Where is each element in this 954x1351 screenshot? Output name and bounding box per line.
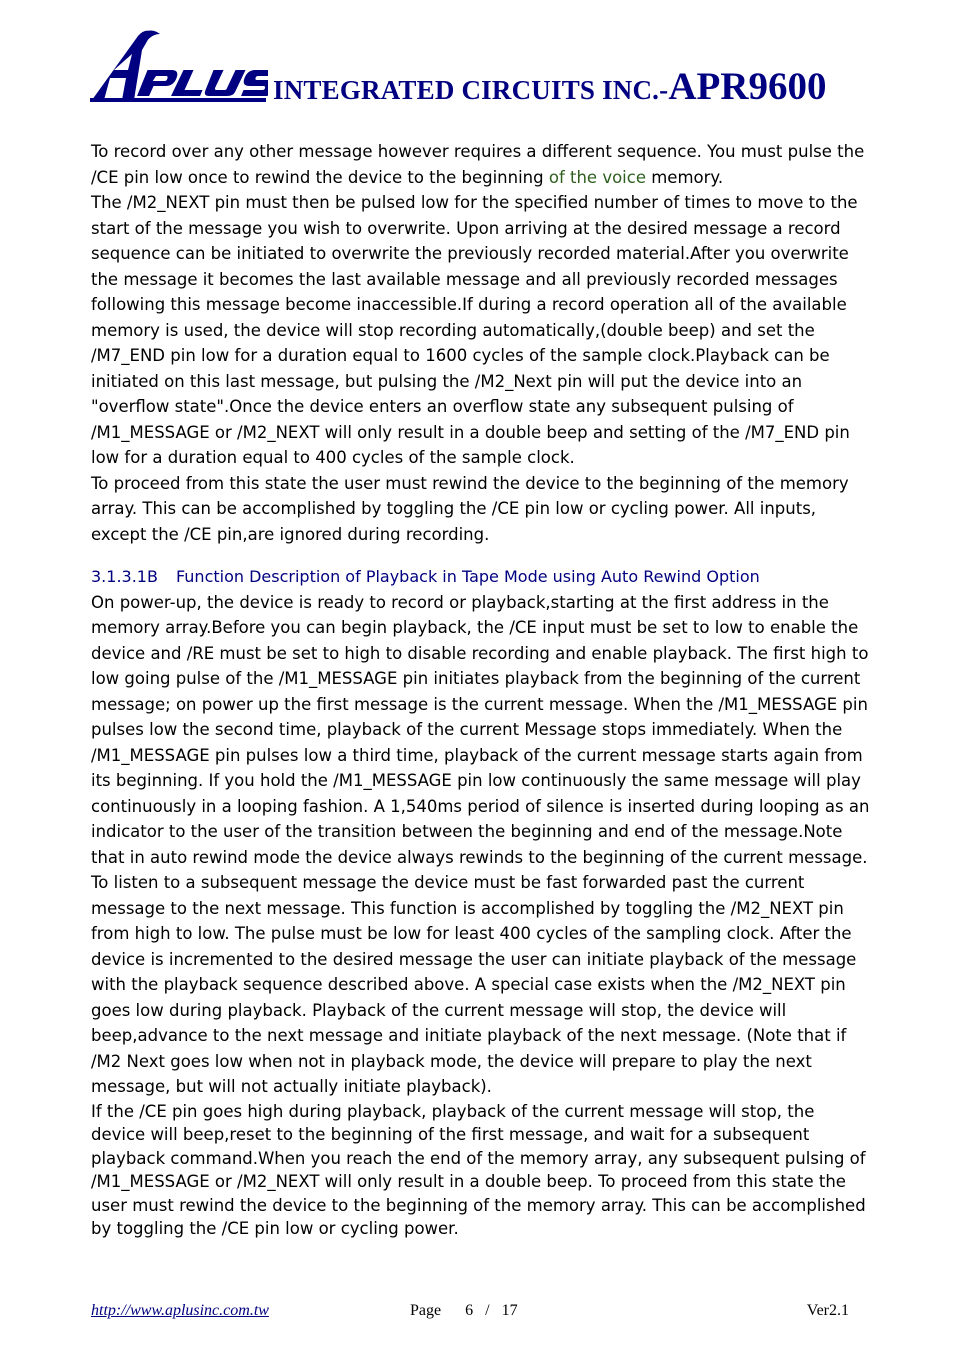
paragraph-proceed: To proceed from this state the user must rewind the device to the beginning of the memory array. This can be accomplished by toggling the /CE pin low or cycling power. All inputs, except the /CE pin,are ignored during recording.: [91, 473, 849, 544]
document-title: [273, 64, 826, 109]
page-header: [90, 28, 870, 108]
aplus-logo: [90, 28, 268, 104]
document-body: [91, 139, 871, 1241]
page-separator: /: [485, 1302, 490, 1319]
section-number: 3.1.3.1B: [91, 567, 158, 586]
page-label: Page: [410, 1302, 442, 1319]
version-label: Ver2.1: [806, 1302, 849, 1319]
section-title: Function Description of Playback in Tape Mode using Auto Rewind Option: [175, 567, 760, 586]
page-current: 6: [465, 1302, 474, 1319]
paragraph-playback: On power-up, the device is ready to record or playback,starting at the first address in the memory array.Before you can begin playback, the /CE input must be set to low to enable the device and /RE must be set to high to disable recording and enable playback. The first high to low going pulse of the /M1_MESSAGE pin initiates playback from the beginning of the current message; on power up the first message is the current message. When the /M1_MESSAGE pin pulses low the second time, playback of the current Message stops immediately. When the /M1_MESSAGE pin pulses low a third time, playback of the current message starts again from its beginning. If you hold the /M1_MESSAGE pin low continuously the same message will play continuously in a looping fashion. A 1,540ms period of silence is inserted during looping as an indicator to the user of the transition between the beginning and end of the message.Note that in auto rewind mode the device always rewinds to the beginning of the current message. To listen to a subsequent message the device must be fast forwarded past the current message to the next message. This function is accomplished by toggling the /M2_NEXT pin from high to low. The pulse must be low for least 400 cycles of the sampling clock. After the device is incremented to the desired message the user can initiate playback of the message with the playback sequence described above. A special case exists when the /M2_NEXT pin goes low during playback. Playback of the current message will stop, the device will beep,advance to the next message and initiate playback of the next message. (Note that if /M2 Next goes low when not in playback mode, the device will prepare to play the next message, but will not actually initiate playback).: [91, 592, 870, 1096]
paragraph-ce-high: If the /CE pin goes high during playback, playback of the current message will stop, the device will beep,reset to the beginning of the first message, and wait for a subsequent playback command.When you reach the end of the memory array, any subsequent pulsing of /M1_MESSAGE or /M2_NEXT will only result in a double beep. To proceed from this state the user must rewind the device to the beginning of the memory array. This can be accomplished by toggling the /CE pin low or cycling power.: [91, 1101, 866, 1238]
page-total: 17: [501, 1302, 518, 1319]
page-indicator: [410, 1302, 518, 1320]
website-link[interactable]: http://www.aplusinc.com.tw: [91, 1302, 269, 1319]
paragraph-m2-next: The /M2_NEXT pin must then be pulsed low for the specified number of times to move to the start of the message you wish to overwrite. Upon arriving at the desired message a record sequence can be initiated to overwrite the previously recorded material.After you overwrite the message it becomes the last available message and all previously recorded messages following this message become inaccessible.If during a record operation all of the available memory is used, the device will stop recording automatically,(double beep) and set the /M7_END pin low for a duration equal to 1600 cycles of the sample clock.Playback can be initiated on this last message, but pulsing the /M2_Next pin will put the device into an "overflow state".Once the device enters an overflow state any subsequent pulsing of /M1_MESSAGE or /M2_NEXT will only result in a double beep and setting of the /M7_END pin low for a duration equal to 400 cycles of the sample clock.: [91, 193, 858, 467]
page-footer: [91, 1302, 851, 1324]
paragraph-record-over: [91, 139, 871, 190]
text-span: To record over any other message however requires a different sequence. You must pulse the /CE pin low once to rewind the device to the beginning: [91, 142, 865, 187]
company-name: INTEGRATED CIRCUITS INC.-: [273, 75, 669, 105]
text-span: memory.: [645, 167, 724, 187]
section-heading: [91, 564, 871, 590]
model-number: APR9600: [668, 65, 827, 108]
highlighted-text: of the voice: [548, 167, 646, 187]
